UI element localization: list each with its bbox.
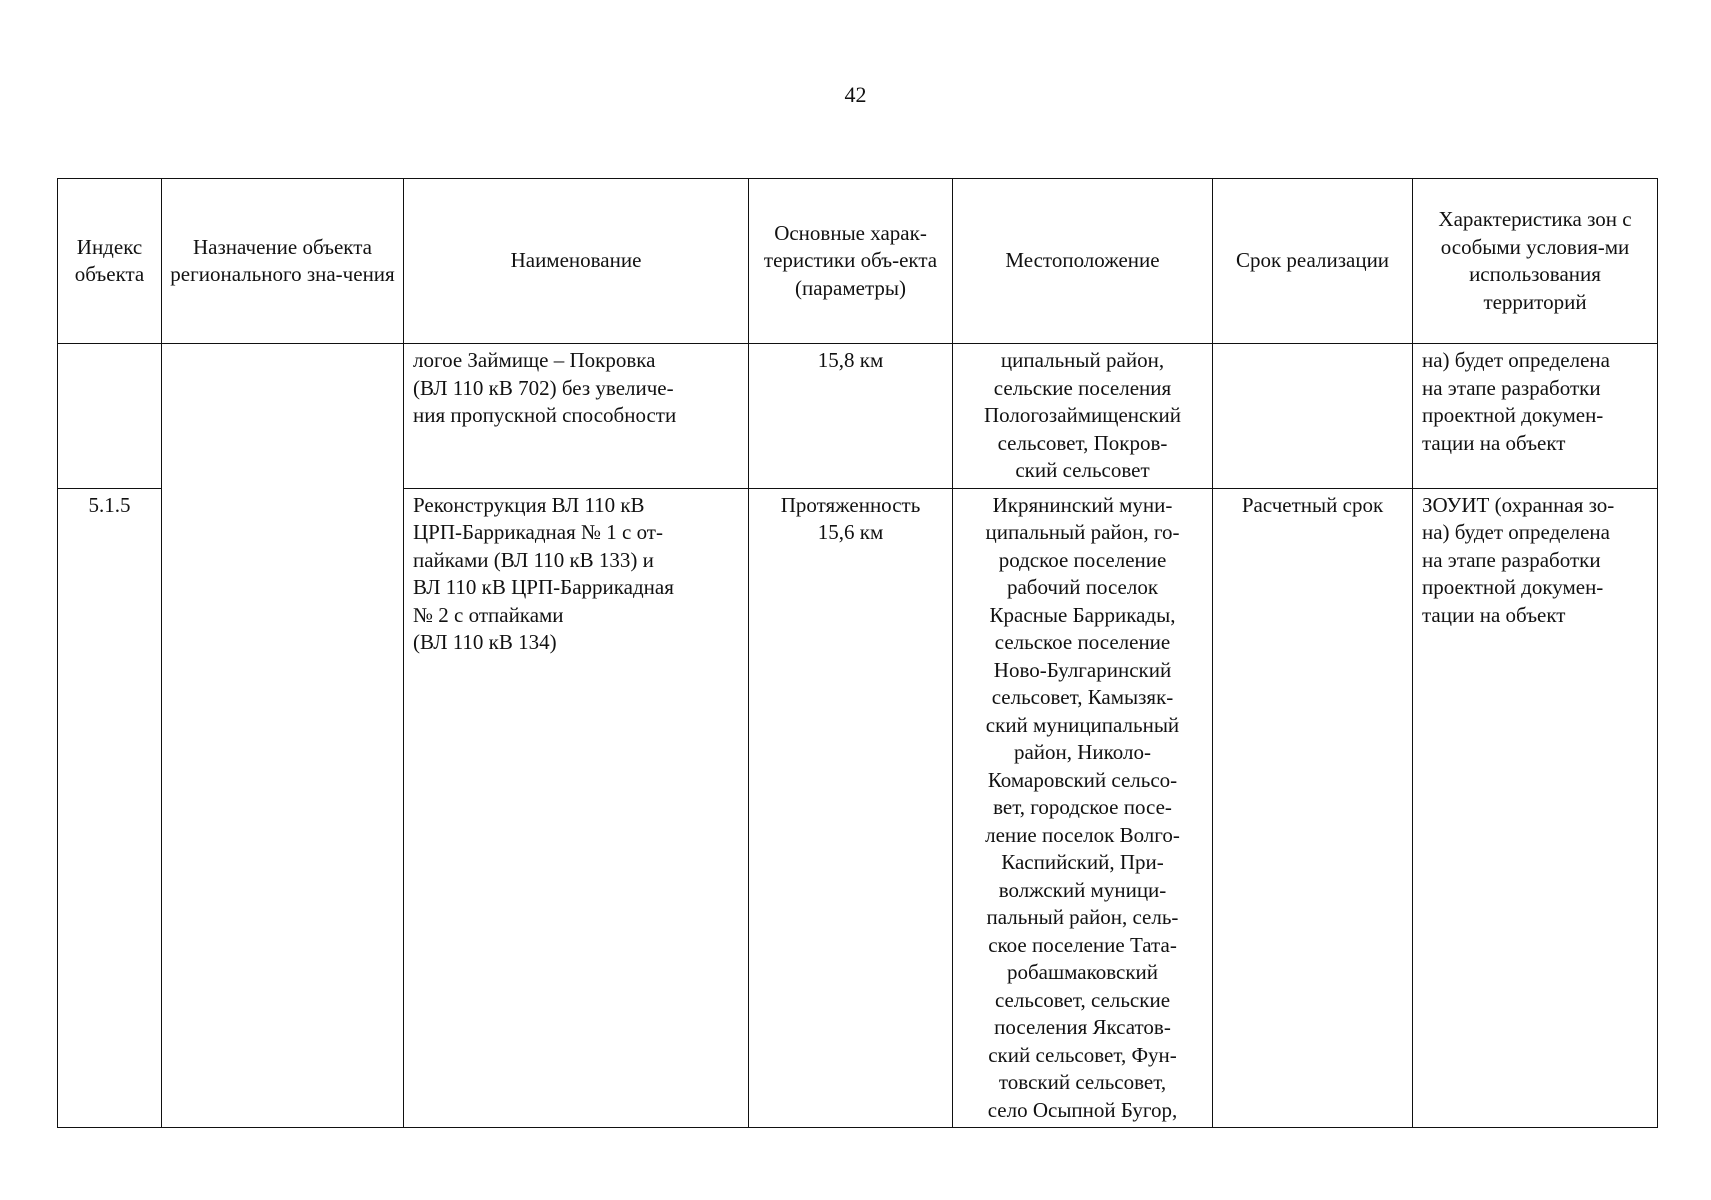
page-number: 42: [844, 82, 867, 107]
header-name: Наименование: [404, 179, 749, 344]
cell-object-index: [58, 344, 162, 489]
cell-object-index: 5.1.5: [58, 488, 162, 1128]
header-main-characteristics: Основные харак-теристики объ-екта (параметры): [749, 179, 953, 344]
cell-main-characteristics: Протяженность 15,6 км: [749, 488, 953, 1128]
cell-location: Икрянинский муни- ципальный район, го- родское поселение рабочий поселок Красные Баррикады, сельское поселение Ново-Булгаринский сельсовет, Камызяк- ский муниципальный район, Николо- Комаровский сельсо- вет, городское посе- ление поселок Волго- Каспийский, При- волжский муници- пальный район, сель- ское поселение Тата- робашмаковский сельсовет, сельские поселения Яксатов- ский сельсовет, Фун- товский сельсовет, село Осыпной Бугор,: [953, 488, 1213, 1128]
header-implementation-term: Срок реализации: [1213, 179, 1413, 344]
cell-main-characteristics: 15,8 км: [749, 344, 953, 489]
table-row: [58, 344, 1658, 489]
header-location: Местоположение: [953, 179, 1213, 344]
table-header-row: [58, 179, 1658, 344]
header-object-purpose: Назначение объекта регионального зна-чения: [162, 179, 404, 344]
header-object-index: Индекс объекта: [58, 179, 162, 344]
cell-implementation-term: [1213, 344, 1413, 489]
header-special-zones: Характеристика зон с особыми условия-ми использования территорий: [1413, 179, 1658, 344]
cell-name: Реконструкция ВЛ 110 кВ ЦРП-Баррикадная № 1 с от- пайками (ВЛ 110 кВ 133) и ВЛ 110 кВ ЦРП-Баррикадная № 2 с отпайками (ВЛ 110 кВ 134): [404, 488, 749, 1128]
cell-special-zones: ЗОУИТ (охранная зо- на) будет определена на этапе разработки проектной докумен- тации на объект: [1413, 488, 1658, 1128]
cell-location: ципальный район, сельские поселения Пологозаймищенский сельсовет, Покров- ский сельсовет: [953, 344, 1213, 489]
cell-special-zones: на) будет определена на этапе разработки проектной докумен- тации на объект: [1413, 344, 1658, 489]
cell-implementation-term: Расчетный срок: [1213, 488, 1413, 1128]
cell-object-purpose: [162, 344, 404, 1128]
cell-name: логое Займище – Покровка (ВЛ 110 кВ 702) без увеличе- ния пропускной способности: [404, 344, 749, 489]
planning-table: [57, 178, 1658, 1128]
